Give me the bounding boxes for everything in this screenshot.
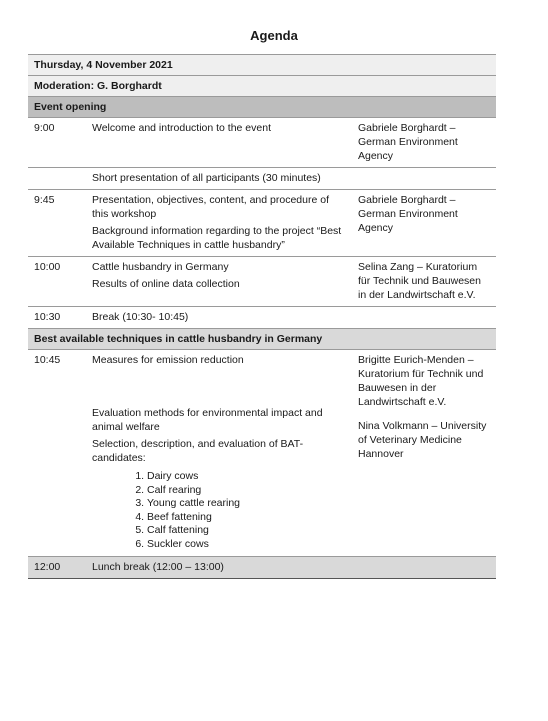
speaker-cell xyxy=(352,556,496,578)
speaker-cell xyxy=(352,118,496,168)
list-item: 3. Young cattle rearing xyxy=(147,497,346,511)
time-cell: 10:30 xyxy=(28,307,86,329)
topic-cell xyxy=(86,168,352,190)
list-item: 5. Calf fattening xyxy=(147,524,346,538)
section-header-bat xyxy=(28,329,496,350)
topic-text: Short presentation of all participants (30 minutes) xyxy=(92,172,321,184)
topic-text: Results of online data collection xyxy=(92,278,240,290)
time-cell: 10:00 xyxy=(28,257,86,307)
agenda-row-1045 xyxy=(28,350,496,557)
speaker-text: Selina Zang – Kuratorium für Technik und Bauwesen in der Landwirtschaft e.V. xyxy=(358,261,481,301)
date-label: Thursday, 4 November 2021 xyxy=(28,55,496,76)
topic-text: Measures for emission reduction xyxy=(92,354,244,366)
speaker-cell xyxy=(352,190,496,257)
speaker-text: Gabriele Borghardt – German Environment Agency xyxy=(358,194,458,234)
section-title: Event opening xyxy=(28,97,496,118)
moderation-row xyxy=(28,76,496,97)
page-title: Agenda xyxy=(250,28,298,43)
topic-cell xyxy=(86,190,352,257)
agenda-row-0900 xyxy=(28,118,496,168)
bat-candidate-list xyxy=(92,470,346,552)
list-item: 1. Dairy cows xyxy=(147,470,346,484)
speaker-cell xyxy=(352,168,496,190)
list-item: 4. Beef fattening xyxy=(147,511,346,525)
agenda-row-0945 xyxy=(28,190,496,257)
agenda-row-1030 xyxy=(28,307,496,329)
topic-cell xyxy=(86,307,352,329)
topic-cell xyxy=(86,556,352,578)
agenda-row-1000 xyxy=(28,257,496,307)
time-cell: 9:45 xyxy=(28,190,86,257)
time-cell: 10:45 xyxy=(28,350,86,557)
topic-text: Welcome and introduction to the event xyxy=(92,122,271,134)
section-header-event-opening xyxy=(28,97,496,118)
agenda-table xyxy=(28,54,496,579)
topic-text: Break (10:30- 10:45) xyxy=(92,311,189,323)
time-cell: 9:00 xyxy=(28,118,86,168)
time-cell: 12:00 xyxy=(28,556,86,578)
date-row xyxy=(28,55,496,76)
section-title: Best available techniques in cattle husbandry in Germany xyxy=(28,329,496,350)
topic-text: Selection, description, and evaluation of BAT-candidates: xyxy=(92,438,304,464)
speaker-cell xyxy=(352,257,496,307)
time-cell xyxy=(28,168,86,190)
speaker-text: Gabriele Borghardt – German Environment Agency xyxy=(358,122,458,162)
topic-cell xyxy=(86,350,352,557)
agenda-row-1200 xyxy=(28,556,496,578)
topic-text: Lunch break (12:00 – 13:00) xyxy=(92,560,224,573)
topic-cell xyxy=(86,118,352,168)
topic-text: Cattle husbandry in Germany xyxy=(92,261,229,273)
speaker-cell xyxy=(352,350,496,557)
agenda-row-short-presentation xyxy=(28,168,496,190)
topic-text: Presentation, objectives, content, and procedure of this workshop xyxy=(92,194,329,220)
topic-cell xyxy=(86,257,352,307)
topic-text: Background information regarding to the project “Best Available Techniques in cattle husbandry” xyxy=(92,225,342,251)
speaker-cell xyxy=(352,307,496,329)
moderation-label: Moderation: G. Borghardt xyxy=(28,76,496,97)
list-item: 2. Calf rearing xyxy=(147,484,346,498)
speaker-text: Nina Volkmann – University of Veterinary Medicine Hannover xyxy=(358,420,487,460)
topic-text: Evaluation methods for environmental impact and animal welfare xyxy=(92,407,323,433)
list-item: 6. Suckler cows xyxy=(147,538,346,552)
speaker-text: Brigitte Eurich-Menden – Kuratorium für Technik und Bauwesen in der Landwirtschaft e.V. xyxy=(358,354,484,408)
